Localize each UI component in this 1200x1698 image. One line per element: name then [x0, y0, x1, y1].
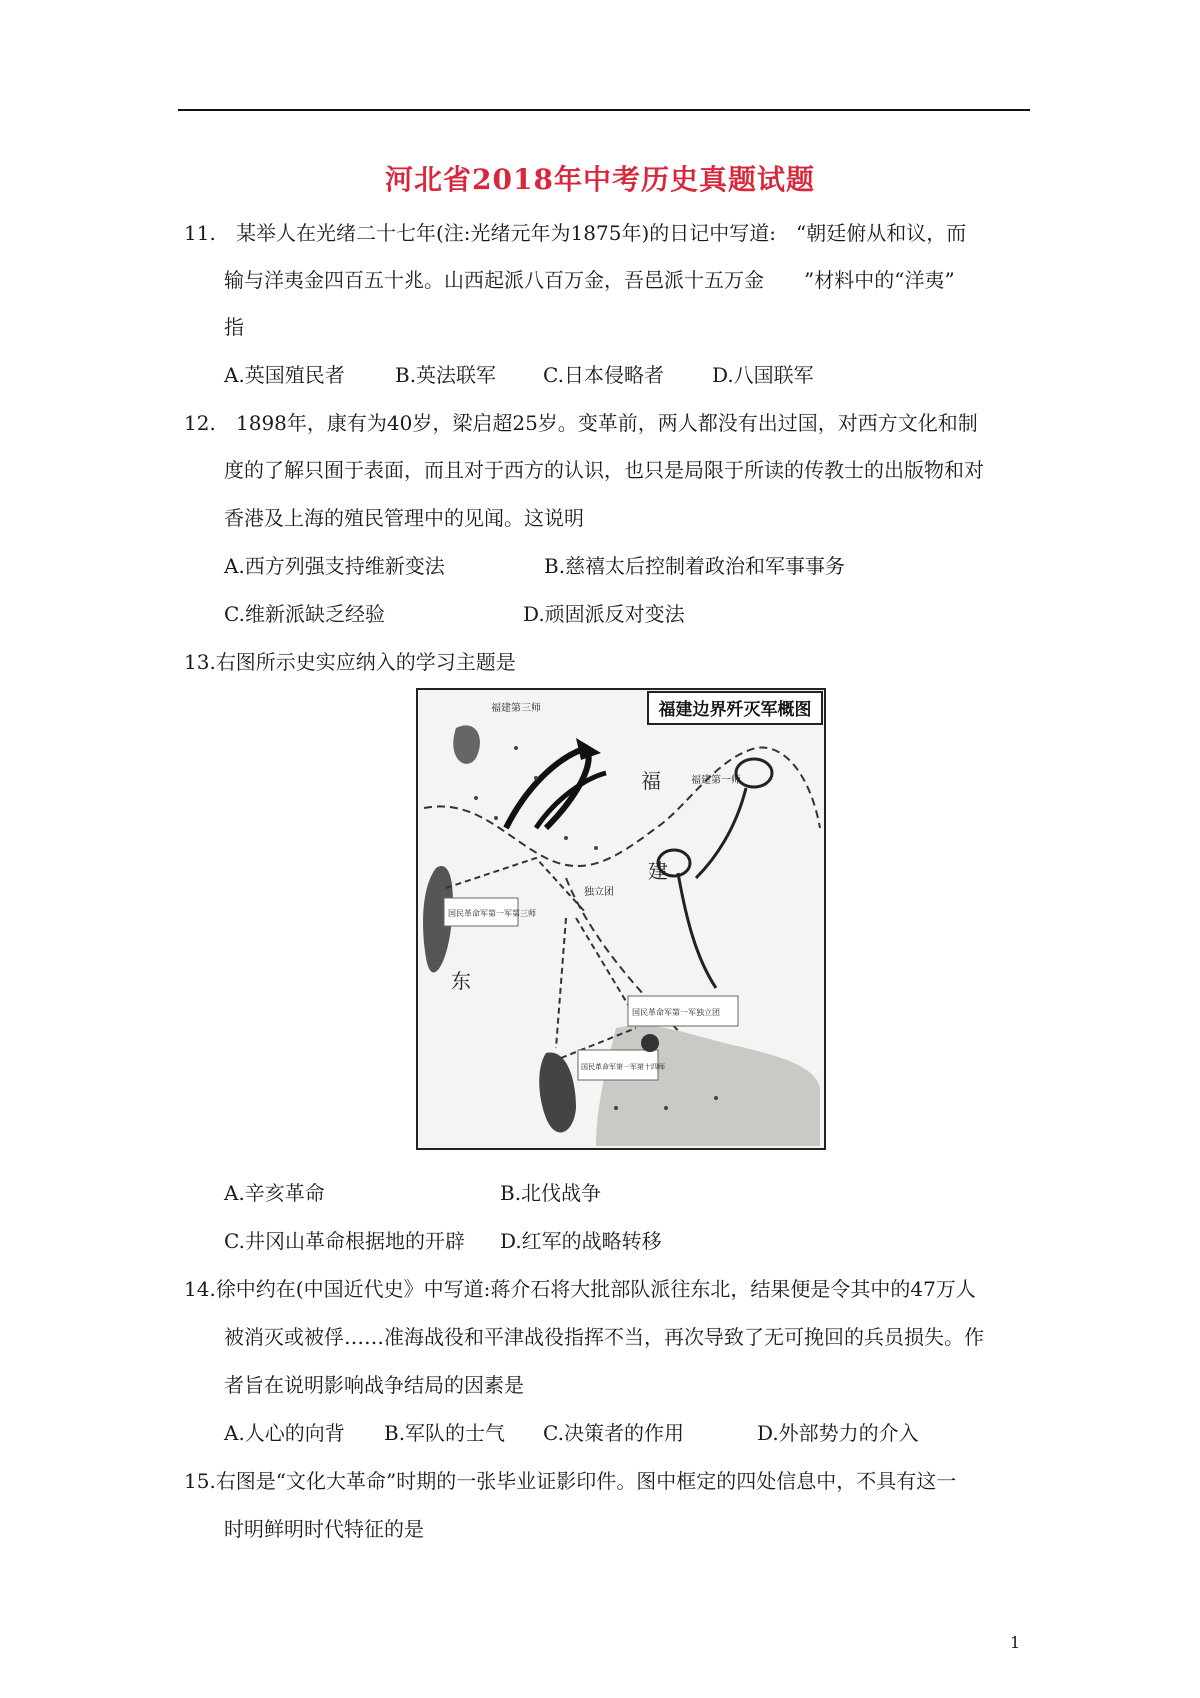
question-11-option-a[interactable]: A.英国殖民者	[224, 363, 345, 387]
question-11-number: 11.	[184, 221, 216, 245]
map-label-fujian-3rd-div: 福建第三师	[491, 703, 541, 714]
question-11-line-3: 指	[224, 315, 244, 339]
question-14-option-a[interactable]: A.人心的向背	[224, 1421, 345, 1445]
question-11-option-b[interactable]: B.英法联军	[395, 363, 497, 387]
map-label-jian: 建	[648, 859, 668, 883]
map-label-nra-3rd-div: 国民革命军第一军第三师	[448, 909, 536, 918]
question-12-option-c[interactable]: C.维新派缺乏经验	[224, 602, 385, 626]
map-label-dong: 东	[451, 969, 471, 993]
question-15-stem: 右图是“文化大革命”时期的一张毕业证影印件。图中框定的四处信息中，不具有这一	[215, 1469, 957, 1493]
question-15-number: 15.	[184, 1469, 216, 1493]
map-label-independent-regiment: 独立团	[584, 887, 614, 898]
question-12-option-a[interactable]: A.西方列强支持维新变法	[224, 554, 445, 578]
question-12-number: 12.	[184, 411, 216, 435]
question-13-option-c[interactable]: C.井冈山革命根据地的开辟	[224, 1229, 465, 1253]
question-15-line-2: 时明鲜明时代特征的是	[224, 1517, 424, 1541]
question-12-option-b[interactable]: B.慈禧太后控制着政治和军事事务	[544, 554, 846, 578]
question-11-line-1: 某举人在光绪二十七年(注:光绪元年为1875年)的日记中写道: “朝廷俯从和议，而	[236, 221, 967, 245]
question-13-stem: 右图所示史实应纳入的学习主题是	[215, 650, 516, 674]
map-label-fujian-1st-div: 福建第一师	[691, 775, 741, 786]
map-title: 福建边界歼灭军概图	[658, 700, 812, 719]
map-figure	[416, 688, 826, 1150]
question-13-number: 13.	[184, 650, 216, 674]
question-14-number: 14.	[184, 1277, 216, 1301]
question-14-line-1	[184, 1275, 976, 1303]
question-13-option-b[interactable]: B.北伐战争	[500, 1181, 602, 1205]
question-11-option-d[interactable]: D.八国联军	[712, 363, 814, 387]
question-14-option-d[interactable]: D.外部势力的介入	[757, 1421, 919, 1445]
question-14-option-c[interactable]: C.决策者的作用	[543, 1421, 684, 1445]
question-14-option-b[interactable]: B.军队的士气	[384, 1421, 506, 1445]
top-rule	[178, 109, 1030, 111]
question-11-line-2: 输与洋夷金四百五十兆。山西起派八百万金，吾邑派十五万金 ”材料中的“洋夷”	[224, 268, 955, 292]
map-label-fu: 福	[641, 769, 661, 793]
question-12-line-2: 度的了解只囿于表面，而且对于西方的认识，也只是局限于所读的传教士的出版物和对	[224, 458, 984, 482]
question-14-line-3: 者旨在说明影响战争结局的因素是	[224, 1373, 524, 1397]
map-label-nra-14th-div: 国民革命军第一军第十四师	[581, 1064, 665, 1071]
question-14-line-2: 被消灭或被俘……准海战役和平津战役指挥不当，再次导致了无可挽回的兵员损失。作	[224, 1325, 984, 1349]
page-title: 河北省2018年中考历史真题试题	[385, 163, 815, 196]
question-13-option-a[interactable]: A.辛亥革命	[224, 1181, 325, 1205]
question-14-stem: 徐中约在(中国近代史》中写道:蒋介石将大批部队派往东北，结果便是令其中的47万人	[215, 1277, 976, 1301]
question-15-line-1	[184, 1467, 956, 1495]
question-12-line-3: 香港及上海的殖民管理中的见闻。这说明	[224, 506, 584, 530]
map-label-nra-independent-regiment: 国民革命军第一军独立团	[632, 1008, 720, 1017]
question-13-option-d[interactable]: D.红军的战略转移	[500, 1229, 662, 1253]
question-12-line-1: 1898年，康有为40岁，梁启超25岁。变革前，两人都没有出过国，对西方文化和制	[236, 411, 978, 435]
question-12-option-d[interactable]: D.顽固派反对变法	[523, 602, 685, 626]
question-13-line-1	[184, 648, 516, 676]
page-number: 1	[1010, 1633, 1021, 1652]
question-11-option-c[interactable]: C.日本侵略者	[543, 363, 664, 387]
